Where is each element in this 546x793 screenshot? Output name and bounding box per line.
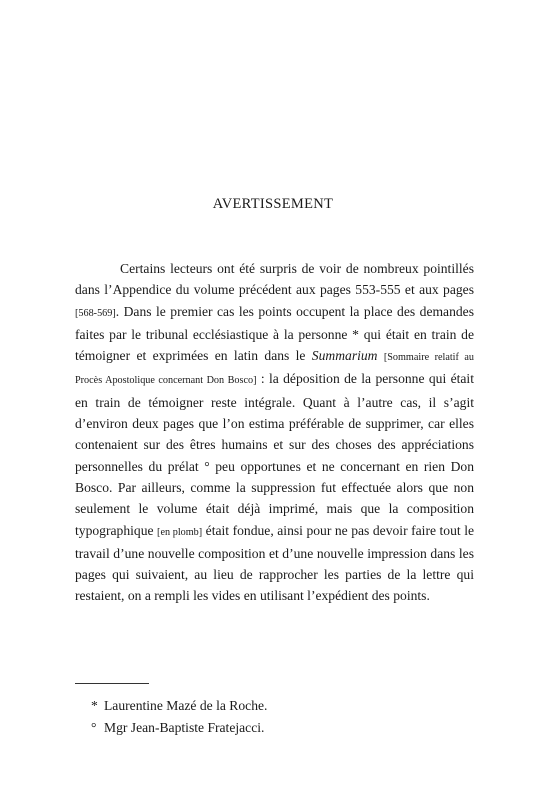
footnotes: [91, 695, 267, 738]
main-paragraph-block: [75, 258, 474, 607]
footnote-2: [91, 717, 267, 739]
footnote-1: [91, 695, 267, 717]
page-reference-bracket: [568-569]: [75, 307, 116, 319]
footnote-mark-degree: °: [91, 719, 97, 735]
footnote-text: Laurentine Mazé de la Roche.: [104, 698, 268, 713]
paragraph-text-2: . Dans le premier cas les points occupent la place des demandes faites par le tribunal ecclésiastique à la personne * qui était en train de témoigner et exprimées en latin dans le: [75, 303, 474, 364]
page-title: AVERTISSEMENT: [212, 196, 334, 212]
paragraph-text-5: était fondue, ainsi pour ne pas devoir faire tout le travail d’une nouvelle composition et d’une nouvelle impression dans les pages qui suivaient, au lieu de rapprocher les parties de la lettre qui restaient, on a rempli les vides en utilisant l’expédient des points.: [75, 522, 475, 604]
footnote-divider: [75, 683, 149, 684]
main-paragraph: [75, 258, 474, 607]
summarium-italic: Summarium: [311, 348, 378, 364]
footnote-mark-asterisk: *: [91, 698, 98, 713]
sommaire-bracket: [Sommaire relatif au Procès Apostolique concernant Don Bosco]: [75, 352, 474, 387]
paragraph-text-4: : la déposition de la personne qui était en train de témoigner reste intégrale. Quant à l’autre cas, il s’agit d’environ deux pages que l’on estima préférable de supprimer, car elles contenaient sur des êtres humains et sur des choses des appréciations personnelles du prélat ° peu opportunes et ne concernant en rien Don Bosco. Par ailleurs, comme la suppression fut effectuée alors que non seulement le volume était déjà imprimé, mais que la composition typographique: [75, 371, 474, 538]
footnote-text: Mgr Jean-Baptiste Fratejacci.: [104, 719, 265, 735]
paragraph-text-1: Certains lecteurs ont été surpris de voir de nombreux pointillés dans l’Appendice du volume précédent aux pages 553-555 et aux pages: [75, 261, 474, 298]
en-plomb-bracket: [en plomb]: [157, 526, 203, 538]
